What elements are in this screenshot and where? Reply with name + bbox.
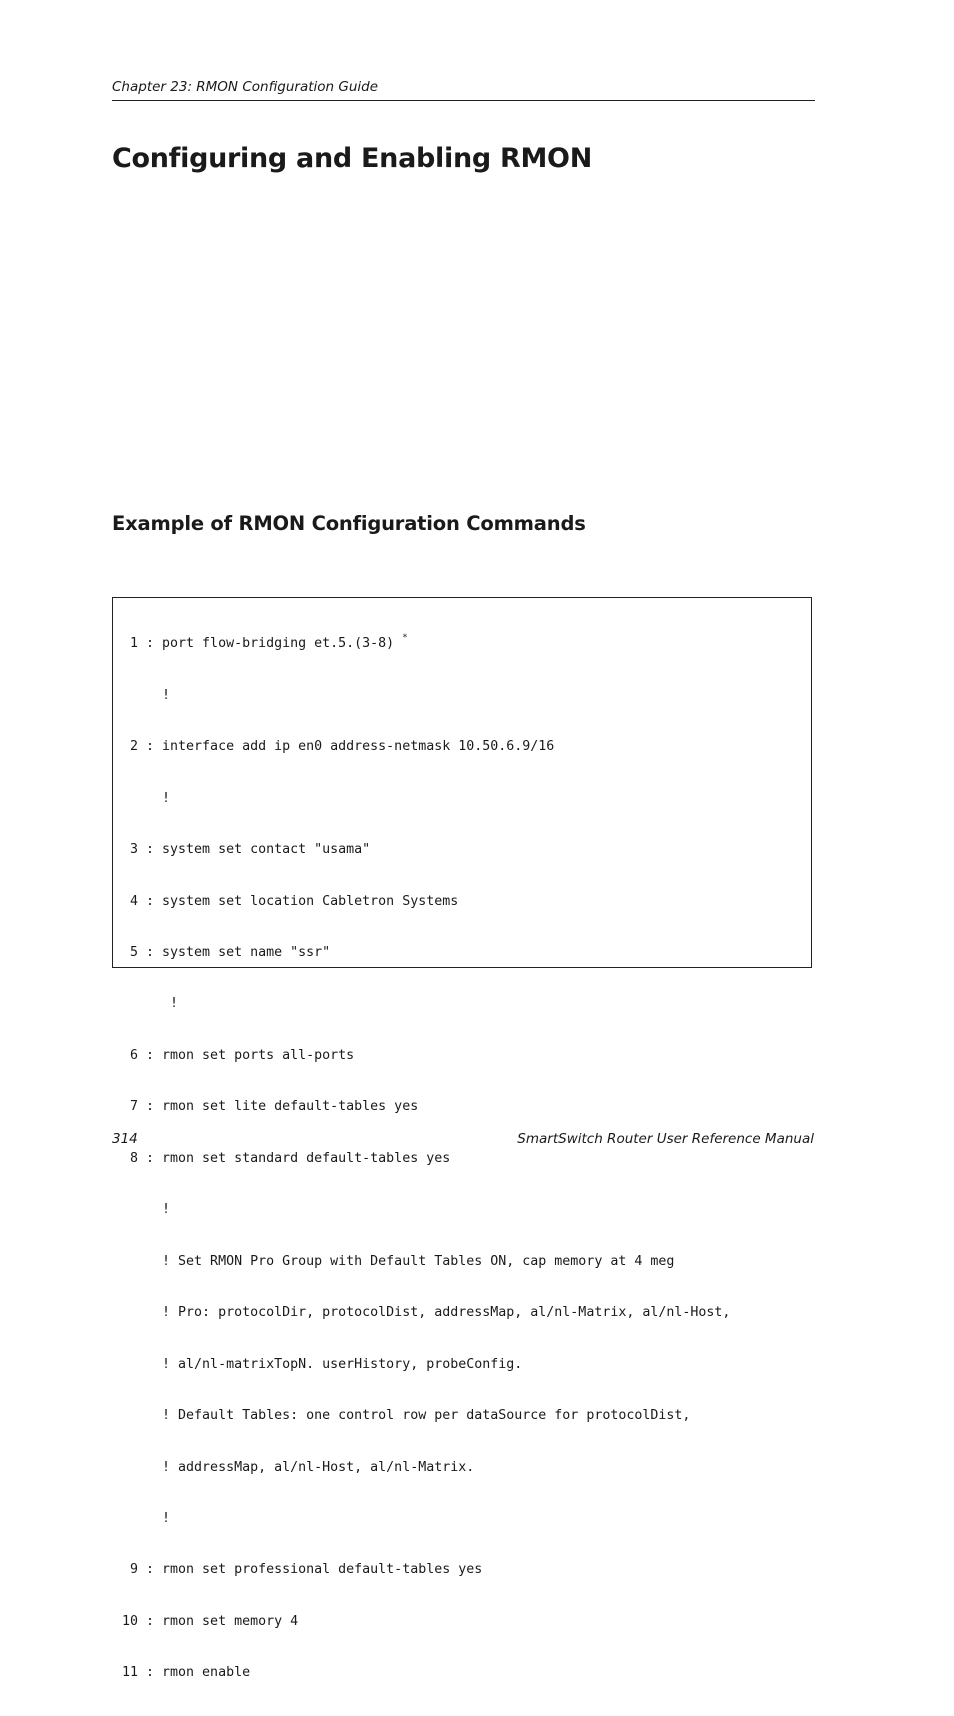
code-line: 2 : interface add ip en0 address-netmask 10.50.6.9/16 (122, 739, 555, 755)
code-line: ! Default Tables: one control row per dataSource for protocolDist, (122, 1408, 691, 1424)
code-line: 6 : rmon set ports all-ports (122, 1047, 355, 1063)
code-line: ! Pro: protocolDir, protocolDist, addressMap, al/nl-Matrix, al/nl-Host, (122, 1305, 731, 1321)
code-lines (122, 601, 730, 1716)
code-line: 8 : rmon set standard default-tables yes (122, 1150, 451, 1166)
code-line: ! al/nl-matrixTopN. userHistory, probeConfig. (122, 1356, 523, 1372)
section-title: Configuring and Enabling RMON (112, 143, 593, 174)
header-rule (112, 100, 815, 101)
running-header: Chapter 23: RMON Configuration Guide (112, 79, 379, 95)
footnote-marker: * (402, 633, 408, 644)
code-line: 10 : rmon set memory 4 (122, 1613, 299, 1629)
code-line: 3 : system set contact "usama" (122, 842, 371, 858)
code-line: 11 : rmon enable (122, 1665, 251, 1681)
code-line: ! addressMap, al/nl-Host, al/nl-Matrix. (122, 1459, 475, 1475)
code-line: ! (122, 1511, 171, 1527)
code-line: 5 : system set name "ssr" (122, 945, 331, 961)
subsection-title: Example of RMON Configuration Commands (112, 512, 586, 535)
code-line: ! (122, 790, 171, 806)
code-line: ! (122, 996, 179, 1012)
code-line: 7 : rmon set lite default-tables yes (122, 1099, 419, 1115)
code-line: ! (122, 687, 171, 703)
code-line-text: 1 : port flow-bridging et.5.(3-8) (122, 636, 395, 652)
code-line: 4 : system set location Cabletron Systems (122, 893, 459, 909)
code-line: 9 : rmon set professional default-tables yes (122, 1562, 483, 1578)
code-line (122, 635, 730, 652)
page-number: 314 (112, 1131, 138, 1147)
code-line: ! (122, 1202, 171, 1218)
code-line: ! Set RMON Pro Group with Default Tables ON, cap memory at 4 meg (122, 1253, 675, 1269)
manual-title: SmartSwitch Router User Reference Manual (517, 1131, 814, 1147)
